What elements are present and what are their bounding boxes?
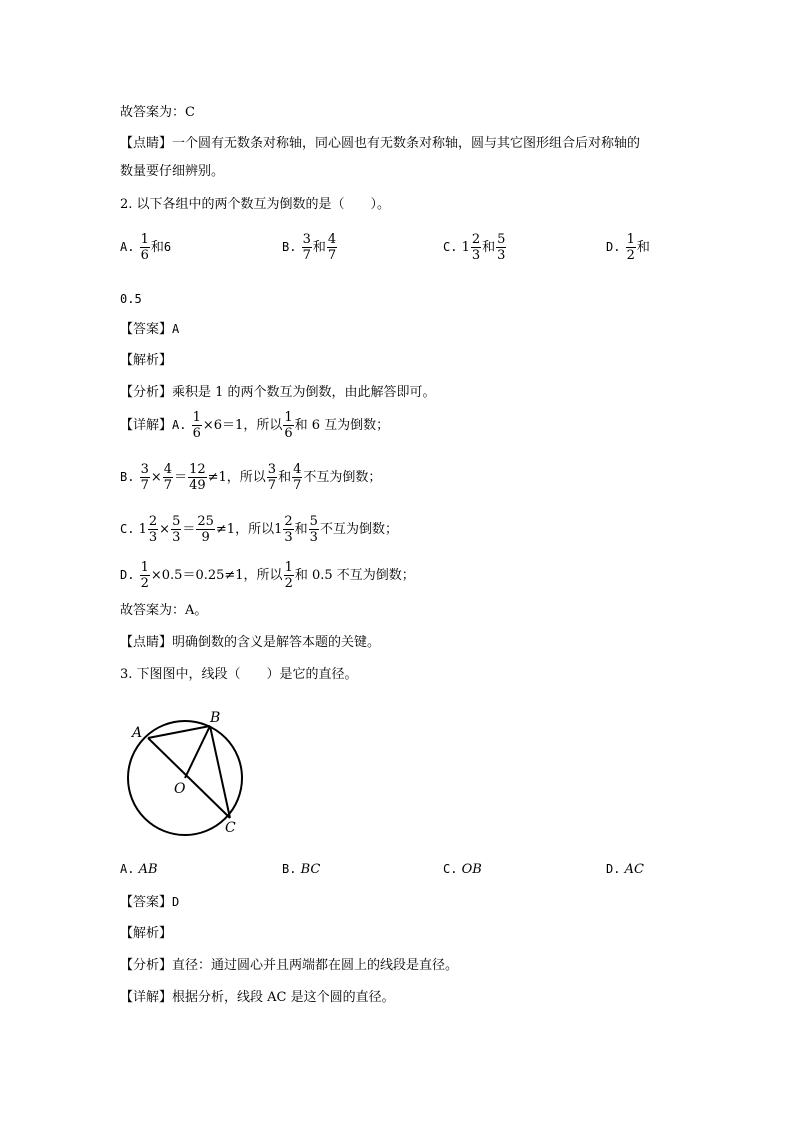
q3-xiangjie: 【详解】根据分析，线段 AC 是这个圆的直径。 bbox=[120, 990, 395, 1005]
q2-conclusion: 故答案为：A。 bbox=[120, 603, 208, 618]
prev-comment-line2: 数量要仔细辨别。 bbox=[120, 164, 225, 179]
q2-detail-a: 【详解】A. $\frac{1}{6}$ ×6＝1，所以 $\frac{1}{6}$ 和 6 互为倒数； bbox=[120, 410, 390, 441]
q2-detail-d: D. $\frac{1}{2}$ ×0.5＝0.25≠1，所以 $\frac{1}{2}$ 和 0.5 不互为倒数； bbox=[120, 560, 415, 591]
q3-option-d: D. AC bbox=[606, 862, 644, 877]
q2-analysis-tag: 【解析】 bbox=[120, 353, 173, 368]
point-b-label: B bbox=[210, 710, 221, 726]
q2-fenxi: 【分析】乘积是 1 的两个数互为倒数，由此解答即可。 bbox=[120, 385, 436, 400]
q2-option-c: C. 1 $\frac{2}{3}$ 和 $\frac{5}{3}$ bbox=[443, 232, 506, 263]
point-o-label: O bbox=[174, 781, 186, 797]
q2-detail-c: C. 1 $\frac{2}{3}$ × $\frac{5}{3}$ ＝ $\frac{25}{9}$ ≠1，所以1 $\frac{2}{3}$ 和 $\frac{5}{3}$ 不互为倒数； bbox=[120, 514, 398, 545]
q2-option-a: A. $\frac{1}{6}$ 和6 bbox=[120, 232, 172, 263]
q3-answer: 【答案】D bbox=[120, 895, 180, 910]
prev-comment-line1: 【点睛】一个圆有无数条对称轴，同心圆也有无数条对称轴，圆与其它图形组合后对称轴的 bbox=[120, 136, 641, 151]
q3-option-b: B. BC bbox=[282, 862, 321, 877]
q3-stem: 3. 下图图中，线段（ ）是它的直径。 bbox=[120, 667, 358, 682]
point-c-label: C bbox=[225, 820, 236, 836]
q3-option-a: A. AB bbox=[120, 862, 158, 877]
segment-ob bbox=[185, 726, 210, 778]
q2-option-b: B. $\frac{3}{7}$ 和 $\frac{4}{7}$ bbox=[282, 232, 337, 263]
q2-answer: 【答案】A bbox=[120, 322, 180, 337]
comment-tag: 【点睛】 bbox=[120, 136, 173, 151]
q2-option-d: D. $\frac{1}{2}$ 和 bbox=[606, 232, 650, 263]
prev-answer: 故答案为：C bbox=[120, 105, 195, 120]
q2-detail-b: B. $\frac{3}{7}$ × $\frac{4}{7}$ ＝ $\frac{12}{49}$ ≠1，所以 $\frac{3}{7}$ 和 $\frac{4}{7}$ 不互为倒数； bbox=[120, 462, 382, 493]
q2-dianjing: 【点睛】明确倒数的含义是解答本题的关键。 bbox=[120, 635, 381, 650]
q3-fenxi: 【分析】直径：通过圆心并且两端都在圆上的线段是直径。 bbox=[120, 958, 459, 973]
point-a-label: A bbox=[132, 725, 143, 741]
q3-option-c: C. OB bbox=[443, 862, 482, 877]
q2-option-d-wrap: 0.5 bbox=[120, 292, 142, 306]
q2-stem: 2. 以下各组中的两个数互为倒数的是（ ）。 bbox=[120, 197, 391, 212]
segment-ac bbox=[148, 738, 230, 818]
circle-figure bbox=[120, 700, 260, 840]
q3-analysis-tag: 【解析】 bbox=[120, 926, 173, 941]
